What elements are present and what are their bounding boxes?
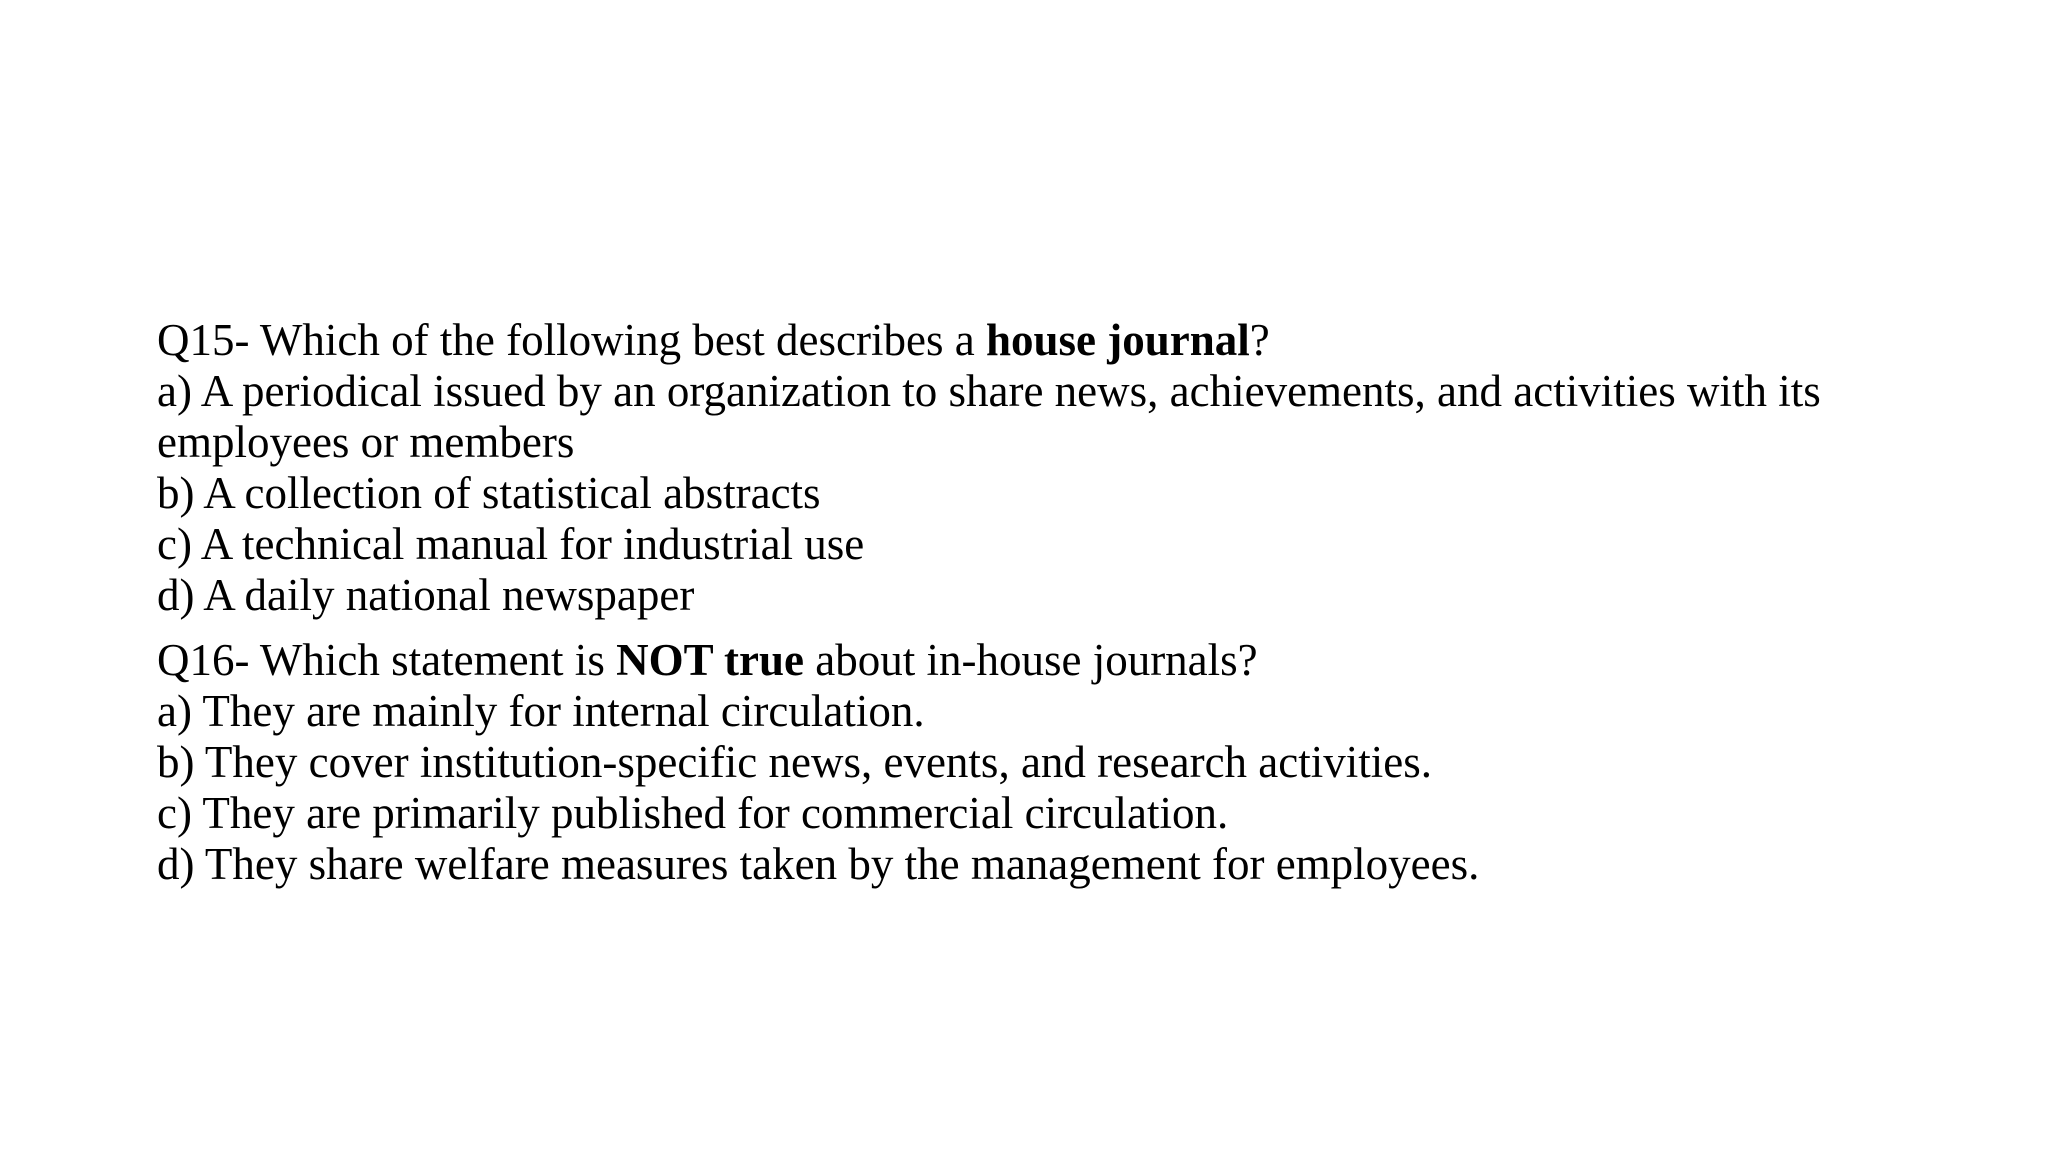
question-q15 bbox=[157, 315, 1977, 621]
option-d: d) They share welfare measures taken by the management for employees. bbox=[157, 839, 1480, 889]
option-a: a) They are mainly for internal circulation. bbox=[157, 686, 925, 736]
question-keyword: NOT true bbox=[616, 635, 804, 685]
option-d: d) A daily national newspaper bbox=[157, 570, 695, 620]
option-c: c) They are primarily published for commercial circulation. bbox=[157, 788, 1229, 838]
question-stem bbox=[157, 635, 1977, 686]
question-q16 bbox=[157, 635, 1977, 890]
question-stem-text: Q16- Which statement is bbox=[157, 635, 617, 685]
question-stem-end: ? bbox=[1249, 315, 1270, 365]
option-a: a) A periodical issued by an organization to share news, achievements, and activities with its employees or members bbox=[157, 366, 1821, 467]
question-stem-text: Q15- Which of the following best describes a bbox=[157, 315, 986, 365]
question-stem bbox=[157, 315, 1977, 366]
question-keyword: house journal bbox=[985, 315, 1250, 365]
question-list bbox=[157, 315, 1977, 890]
option-b: b) A collection of statistical abstracts bbox=[157, 468, 821, 518]
question-stem-end: about in-house journals? bbox=[804, 635, 1258, 685]
option-b: b) They cover institution-specific news, events, and research activities. bbox=[157, 737, 1432, 787]
option-c: c) A technical manual for industrial use bbox=[157, 519, 865, 569]
